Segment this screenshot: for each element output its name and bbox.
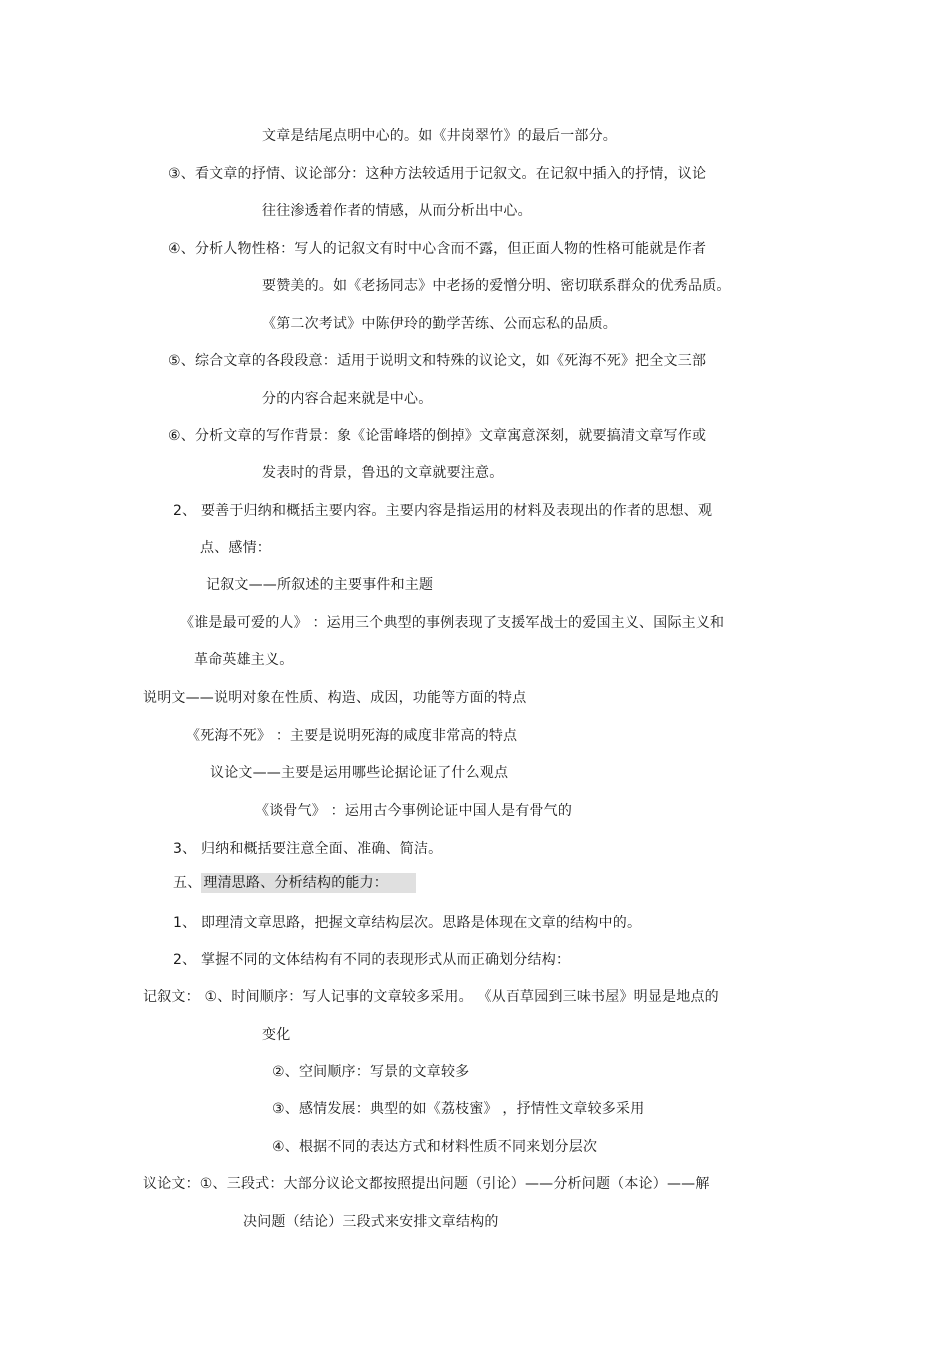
text-line: 2、 要善于归纳和概括主要内容。主要内容是指运用的材料及表现出的作者的思想、观	[173, 503, 713, 519]
text-line: ⑥、分析文章的写作背景：象《论雷峰塔的倒掉》文章寓意深刻，就要搞清文章写作或	[168, 428, 707, 444]
text-line: 《死海不死》 ：主要是说明死海的咸度非常高的特点	[186, 728, 518, 744]
section-heading	[173, 874, 416, 892]
text-line: 往往渗透着作者的情感，从而分析出中心。	[262, 203, 532, 219]
text-line: ④、分析人物性格：写人的记叙文有时中心含而不露，但正面人物的性格可能就是作者	[168, 241, 707, 257]
text-line: 文章是结尾点明中心的。如《井岗翠竹》的最后一部分。	[262, 128, 617, 144]
text-line: 分的内容合起来就是中心。	[262, 391, 433, 407]
text-line: 《第二次考试》中陈伊玲的勤学苦练、公而忘私的品质。	[262, 316, 617, 332]
text-line: 革命英雄主义。	[194, 652, 294, 668]
text-line: 1、 即理清文章思路，把握文章结构层次。思路是体现在文章的结构中的。	[173, 915, 642, 931]
text-line: 议论文——主要是运用哪些论据论证了什么观点	[210, 765, 509, 781]
text-line: 3、 归纳和概括要注意全面、准确、简洁。	[173, 841, 443, 857]
text-line: ⑤、综合文章的各段段意：适用于说明文和特殊的议论文，如《死海不死》把全文三部	[168, 353, 707, 369]
text-line: 要赞美的。如《老扬同志》中老扬的爱憎分明、密切联系群众的优秀品质。	[262, 278, 731, 294]
highlighted-heading: 理清思路、分析结构的能力：	[201, 873, 416, 893]
text-line: 发表时的背景，鲁迅的文章就要注意。	[262, 465, 504, 481]
text-line: 决问题（结论）三段式来安排文章结构的	[243, 1214, 499, 1230]
text-line: ②、空间顺序：写景的文章较多	[272, 1064, 470, 1080]
text-line: ④、根据不同的表达方式和材料性质不同来划分层次	[272, 1139, 598, 1155]
section-number: 五、	[173, 875, 202, 891]
text-line: 变化	[262, 1027, 291, 1043]
text-line: ③、看文章的抒情、议论部分：这种方法较适用于记叙文。在记叙中插入的抒情，议论	[168, 166, 707, 182]
text-line: 记叙文——所叙述的主要事件和主题	[206, 577, 434, 593]
text-line: 《谈骨气》 ：运用古今事例论证中国人是有骨气的	[255, 803, 573, 819]
text-line: 《谁是最可爱的人》 ：运用三个典型的事例表现了支援军战士的爱国主义、国际主义和	[180, 615, 725, 631]
text-line: ③、感情发展：典型的如《荔枝蜜》 ，抒情性文章较多采用	[272, 1101, 645, 1117]
text-line: 议论文：①、三段式：大部分议论文都按照提出问题（引论）——分析问题（本论）——解	[143, 1176, 710, 1192]
text-line: 点、感情：	[200, 540, 271, 556]
text-line: 记叙文： ①、时间顺序：写人记事的文章较多采用。 《从百草园到三味书屋》明显是地点的	[143, 989, 719, 1005]
text-line: 2、 掌握不同的文体结构有不同的表现形式从而正确划分结构：	[173, 952, 571, 968]
text-line: 说明文——说明对象在性质、构造、成因，功能等方面的特点	[143, 690, 527, 706]
